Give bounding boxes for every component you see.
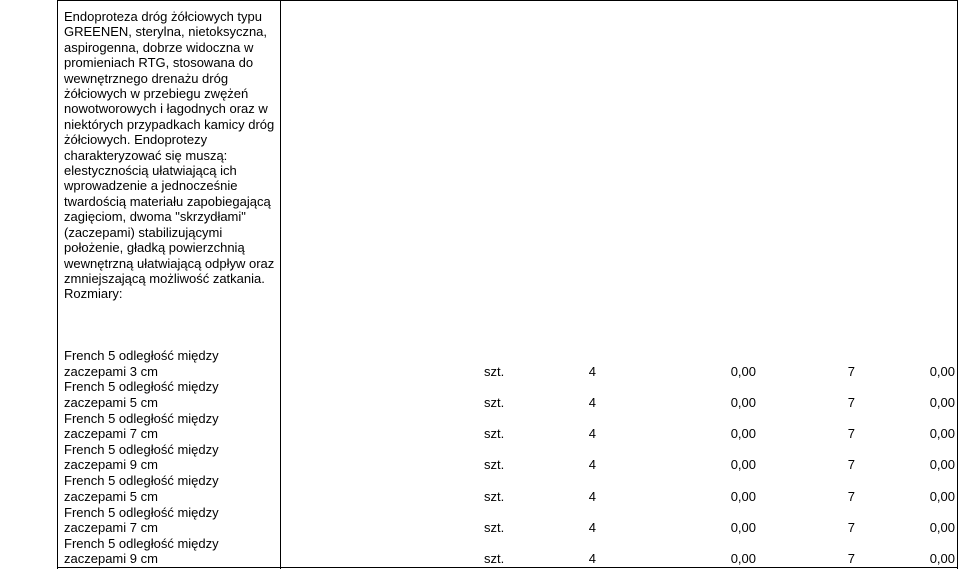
row-unit-price: 0,00 (730, 488, 756, 504)
row-total: 0,00 (929, 394, 955, 410)
row-vat: 7 (847, 488, 855, 504)
row-total: 0,00 (929, 363, 955, 379)
row-unit-price: 0,00 (730, 394, 756, 410)
row-unit-price: 0,00 (730, 363, 756, 379)
row-total: 0,00 (929, 426, 955, 442)
row-total: 0,00 (929, 488, 955, 504)
grid-line (57, 0, 958, 1)
row-name-line1: French 5 odległość między (64, 504, 219, 520)
row-name-line2: zaczepami 9 cm (64, 457, 158, 473)
grid-line (57, 567, 958, 568)
row-name-line1: French 5 odległość między (64, 473, 219, 489)
row-quantity: 4 (588, 363, 596, 379)
grid-line (280, 0, 281, 569)
row-unit: szt. (484, 394, 505, 410)
row-name-line1: French 5 odległość między (64, 535, 219, 551)
row-unit: szt. (484, 551, 505, 567)
row-vat: 7 (847, 551, 855, 567)
row-name-line1: French 5 odległość między (64, 348, 219, 363)
product-description: Endoproteza dróg żółciowych typu GREENEN, sterylna, nietoksyczna, aspirogenna, dobrze widoczna w promieniach RTG, stosowana do wewnętrznego drenażu dróg żółciowych w przebiegu zwężeń nowotworowych i łagodnych oraz w niektórych przypadkach kamicy dróg żółciowych. Endoprotezy charakteryzować się muszą: elestycznością ułatwiającą ich wprowadzenie a jednocześnie twardością materiału zapobiegającą zagięciom, dwoma "skrzydłami" (zaczepami) stabilizującymi położenie, gładką powierzchnią wewnętrzną ułatwiającą odpływ oraz zmniejszającą możliwość zatkania. Rozmiary: (64, 9, 275, 302)
row-quantity: 4 (588, 394, 596, 410)
row-unit-price: 0,00 (730, 426, 756, 442)
row-name-line1: French 5 odległość między (64, 441, 219, 457)
row-unit-price: 0,00 (730, 520, 756, 535)
row-unit-price: 0,00 (730, 457, 756, 473)
row-unit: szt. (484, 363, 505, 379)
row-quantity: 4 (588, 426, 596, 442)
row-quantity: 4 (588, 520, 596, 535)
row-name-line2: zaczepami 5 cm (64, 394, 158, 410)
row-total: 0,00 (929, 520, 955, 535)
row-vat: 7 (847, 520, 855, 535)
row-total: 0,00 (929, 457, 955, 473)
row-quantity: 4 (588, 488, 596, 504)
row-name-line2: zaczepami 3 cm (64, 363, 158, 379)
row-name-line2: zaczepami 7 cm (64, 520, 158, 535)
row-total: 0,00 (929, 551, 955, 567)
row-unit: szt. (484, 488, 505, 504)
grid-line (57, 0, 58, 569)
row-unit: szt. (484, 520, 505, 535)
row-name-line2: zaczepami 9 cm (64, 551, 158, 567)
row-name-line2: zaczepami 7 cm (64, 426, 158, 442)
row-vat: 7 (847, 363, 855, 379)
row-unit: szt. (484, 457, 505, 473)
row-vat: 7 (847, 426, 855, 442)
row-quantity: 4 (588, 551, 596, 567)
row-name-line1: French 5 odległość między (64, 379, 219, 395)
row-name-line2: zaczepami 5 cm (64, 488, 158, 504)
row-unit-price: 0,00 (730, 551, 756, 567)
row-name-line1: French 5 odległość między (64, 410, 219, 426)
row-vat: 7 (847, 457, 855, 473)
row-quantity: 4 (588, 457, 596, 473)
row-vat: 7 (847, 394, 855, 410)
row-unit: szt. (484, 426, 505, 442)
grid-line (957, 0, 958, 569)
